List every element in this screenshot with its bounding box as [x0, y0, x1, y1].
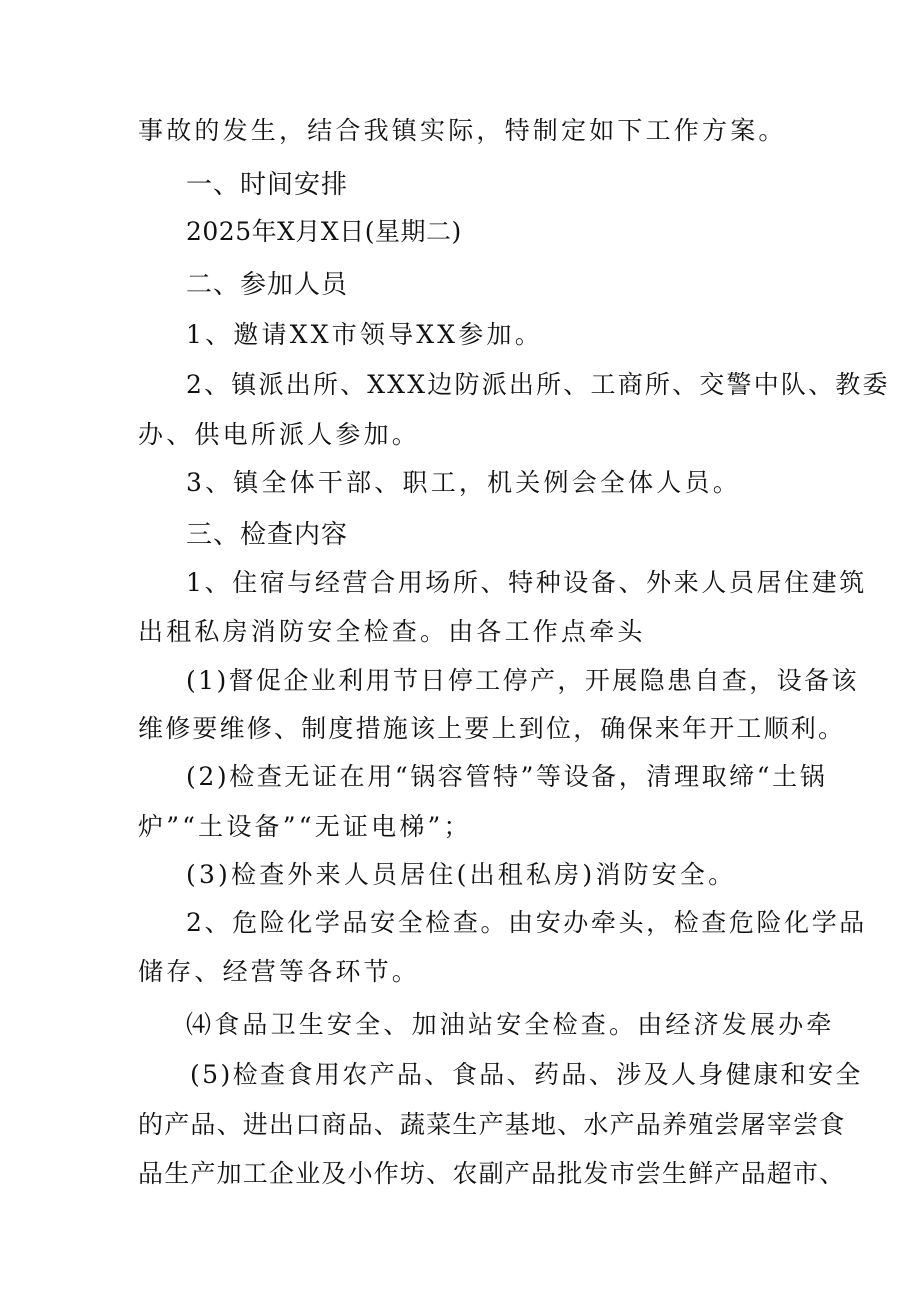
inspection-item-1-cont: 出租私房消防安全检查。由各工作点牵头 [138, 617, 646, 646]
inspection-sub-3: (3)检查外来人员居住(出租私房)消防安全。 [186, 860, 737, 889]
participant-item-3: 3、镇全体干部、职工，机关例会全体人员。 [186, 468, 741, 497]
inspection-item-2: 2、危险化学品安全检查。由安办牵头，检查危险化学品 [186, 908, 867, 937]
participant-item-1: 1、邀请XX市领导XX参加。 [186, 320, 543, 349]
participant-item-2-cont: 办、供电所派人参加。 [138, 420, 421, 449]
inspection-item-1: 1、住宿与经营合用场所、特种设备、外来人员居住建筑 [186, 568, 867, 597]
section-heading-inspection: 三、检查内容 [186, 520, 349, 550]
participant-item-2: 2、镇派出所、XXX边防派出所、工商所、交警中队、教委 [186, 370, 890, 399]
inspection-sub-4: ⑷食品卫生安全、加油站安全检查。由经济发展办牵 [186, 1010, 835, 1039]
inspection-item-2-cont: 储存、经营等各环节。 [138, 957, 421, 986]
schedule-date: 2025年X月X日(星期二) [186, 217, 462, 246]
inspection-sub-5-cont-2: 品生产加工企业及小作坊、农副产品批发市尝生鲜产品超市、 [138, 1159, 846, 1188]
inspection-sub-5: (5)检查食用农产品、食品、药品、涉及人身健康和安全 [190, 1060, 863, 1089]
inspection-sub-5-cont-1: 的产品、进出口商品、蔬菜生产基地、水产品养殖尝屠宰尝食 [138, 1110, 846, 1139]
section-heading-schedule: 一、时间安排 [186, 170, 349, 200]
section-heading-participants: 二、参加人员 [186, 270, 349, 300]
paragraph-continuation: 事故的发生，结合我镇实际，特制定如下工作方案。 [138, 116, 787, 145]
inspection-sub-1-cont: 维修要维修、制度措施该上要上到位，确保来年开工顺利。 [138, 714, 846, 743]
inspection-sub-1: (1)督促企业利用节日停工停产，开展隐患自查，设备该 [186, 666, 859, 695]
inspection-sub-2-cont: 炉”“土设备”“无证电梯”； [138, 812, 472, 841]
inspection-sub-2: (2)检查无证在用“锅容管特”等设备，清理取缔“土锅 [186, 762, 828, 791]
